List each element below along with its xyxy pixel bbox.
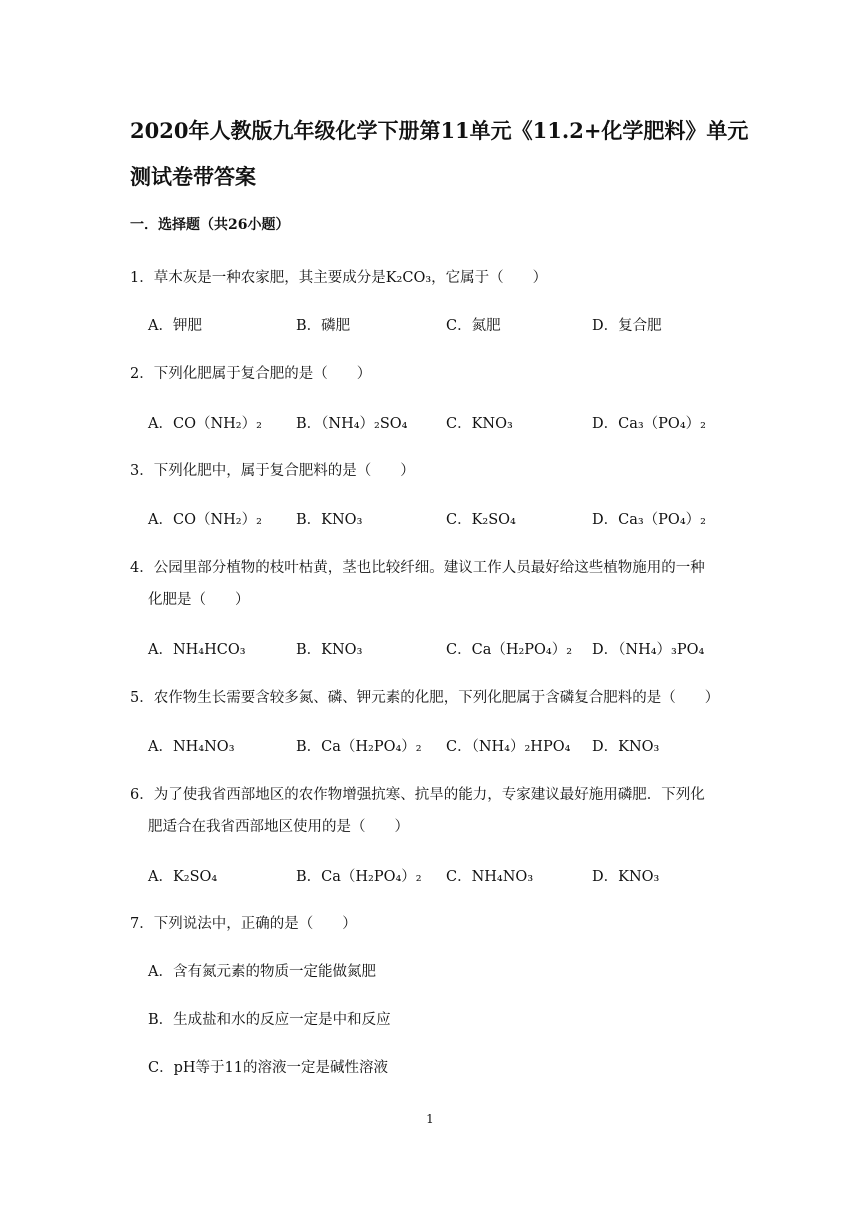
option-6c: C．NH₄NO₃ xyxy=(446,869,534,885)
option-2a: A．CO（NH₂）₂ xyxy=(148,416,262,432)
option-3c: C．K₂SO₄ xyxy=(446,512,516,528)
question-7: 7．下列说法中，正确的是（ ） xyxy=(130,916,357,932)
question-6: 6．为了使我省西部地区的农作物增强抗寒、抗旱的能力，专家建议最好施用磷肥．下列化 xyxy=(130,787,705,803)
option-7c: C．pH等于11的溶液一定是碱性溶液 xyxy=(148,1060,388,1076)
option-1c: C．氮肥 xyxy=(446,318,501,334)
option-5a: A．NH₄NO₃ xyxy=(148,739,235,755)
option-2d: D．Ca₃（PO₄）₂ xyxy=(592,416,706,432)
option-7a: A．含有氮元素的物质一定能做氮肥 xyxy=(148,964,376,980)
option-4a: A．NH₄HCO₃ xyxy=(148,642,246,658)
document-title: 2020年人教版九年级化学下册第11单元《11.2+化学肥料》单元测试卷带答案 xyxy=(130,118,749,189)
option-1a: A．钾肥 xyxy=(148,318,202,334)
option-3a: A．CO（NH₂）₂ xyxy=(148,512,262,528)
option-5c: C．（NH₄）₂HPO₄ xyxy=(446,739,571,755)
question-6-continued: 肥适合在我省西部地区使用的是（ ） xyxy=(148,819,409,835)
option-5d: D．KNO₃ xyxy=(592,739,660,755)
question-2: 2．下列化肥属于复合肥的是（ ） xyxy=(130,366,372,382)
page-number: 1 xyxy=(426,1112,434,1126)
option-6b: B．Ca（H₂PO₄）₂ xyxy=(296,869,422,885)
option-4d: D．（NH₄）₃PO₄ xyxy=(592,642,705,658)
question-4-continued: 化肥是（ ） xyxy=(148,592,250,608)
option-6d: D．KNO₃ xyxy=(592,869,660,885)
option-1d: D．复合肥 xyxy=(592,318,662,334)
section-heading: 一．选择题（共26小题） xyxy=(130,217,290,233)
question-3: 3．下列化肥中，属于复合肥料的是（ ） xyxy=(130,463,415,479)
option-3b: B．KNO₃ xyxy=(296,512,363,528)
option-5b: B．Ca（H₂PO₄）₂ xyxy=(296,739,422,755)
option-4c: C．Ca（H₂PO₄）₂ xyxy=(446,642,573,658)
question-5: 5．农作物生长需要含较多氮、磷、钾元素的化肥，下列化肥属于含磷复合肥料的是（ ） xyxy=(130,690,720,706)
option-7b: B．生成盐和水的反应一定是中和反应 xyxy=(148,1012,391,1028)
option-6a: A．K₂SO₄ xyxy=(148,869,218,885)
option-2b: B．（NH₄）₂SO₄ xyxy=(296,416,408,432)
option-1b: B．磷肥 xyxy=(296,318,351,334)
option-3d: D．Ca₃（PO₄）₂ xyxy=(592,512,706,528)
question-4: 4．公园里部分植物的枝叶枯黄，茎也比较纤细。建议工作人员最好给这些植物施用的一种 xyxy=(130,560,705,576)
question-1: 1．草木灰是一种农家肥，其主要成分是K₂CO₃，它属于（ ） xyxy=(130,270,548,286)
option-2c: C．KNO₃ xyxy=(446,416,513,432)
option-4b: B．KNO₃ xyxy=(296,642,363,658)
